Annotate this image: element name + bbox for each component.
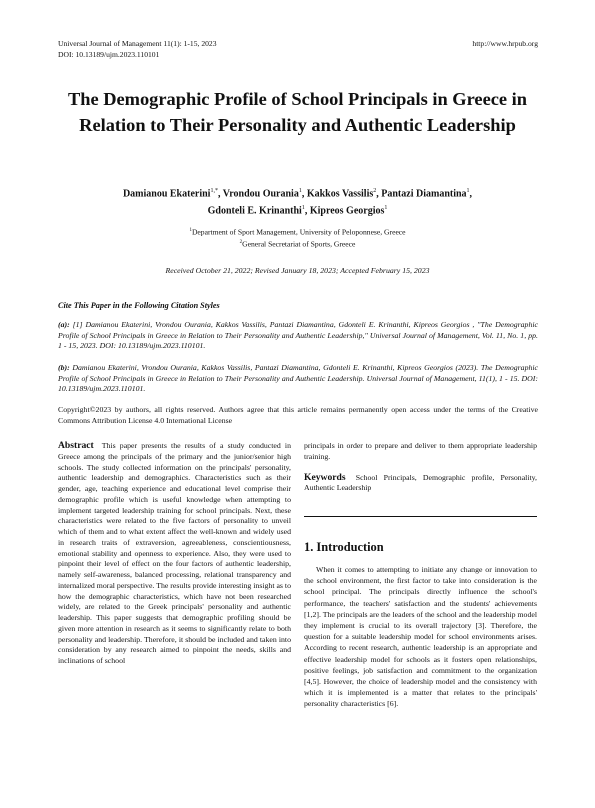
abstract-label: Abstract (58, 440, 94, 451)
affiliation-item (60, 238, 535, 250)
abstract (58, 441, 291, 667)
keywords-label: Keywords (304, 471, 346, 483)
introduction-text: When it comes to attempting to initiate any change or innovation to the school environment, the first factor to take into consideration is the school principal. The principals directly influence the school's performance, the teachers' satisfaction and the students' achievements [1,2]. The principals are the leaders of the school and the leadership model they implement is crucial to its overall trajectory [3]. Therefore, the question for a suitable leadership model for school environments arises. According to recent research, authentic leadership is an appropriate and effective leadership model for schools as it fosters open relationships, positive feelings, job satisfaction and commitment to the organization [4,5]. However, the choice of leadership model and the consistency with which it is implemented is a matter that relates to the principals' personality characteristics [6]. (304, 565, 537, 709)
keywords (304, 473, 537, 495)
citation-heading: Cite This Paper in the Following Citation Styles (58, 301, 220, 310)
affiliation-text: Department of Sport Management, University of Peloponnese, Greece (191, 227, 406, 237)
affiliations (60, 226, 535, 250)
journal-citation: Universal Journal of Management 11(1): 1-15, 2023 (58, 39, 217, 48)
paper-title: The Demographic Profile of School Principals in Greece in Relation to Their Personality and Authentic Leadership (67, 89, 528, 135)
copyright-notice: Copyright©2023 by authors, all rights reserved. Authors agree that this article remains permanently open access under the terms of the Creative Commons Attribution License 4.0 International License (58, 405, 538, 425)
author-name: Gdonteli E. Krinanthi (207, 205, 302, 217)
section-divider (304, 516, 537, 517)
author-name: Damianou Ekaterini (122, 188, 211, 200)
author-affil-mark: 1 (298, 188, 302, 194)
author-name: Kipreos Georgios (309, 205, 385, 217)
affiliation-number: 1 (189, 228, 192, 233)
running-header (58, 38, 217, 60)
author-affil-mark: 1,* (210, 188, 218, 194)
author-name: Vrondou Ourania (222, 188, 299, 200)
section-heading: 1. Introduction (304, 540, 384, 554)
author-name: Kakkos Vassilis (306, 188, 374, 200)
received-dates: Received October 21, 2022; Revised January 18, 2023; Accepted February 15, 2023 (165, 266, 430, 275)
citation-style-a (58, 320, 538, 352)
author-affil-mark: 1 (384, 205, 388, 212)
journal-url[interactable]: http://www.hrpub.org (472, 39, 538, 48)
affiliation-text: General Secretariat of Sports, Greece (242, 239, 356, 249)
keywords-text: School Principals, Demographic profile, Personality, Authentic Leadership (304, 472, 537, 493)
author-name: Pantazi Diamantina (381, 188, 467, 200)
abstract-continuation: principals in order to prepare and deliver to them appropriate leadership training. (304, 441, 537, 461)
author-affil-mark: 1 (301, 205, 305, 212)
right-column-top (304, 441, 537, 494)
citation-label: (b): (58, 363, 70, 372)
citation-text: Damianou Ekaterini, Vrondou Ourania, Kakkos Vassilis, Pantazi Diamantina, Gdonteli E. Krinanthi, Kipreos Georgios (2023). The Demographic Profile of School Principals in Greece in Relation to Their Personality and Authentic Leadership. Universal Journal of Management, 11(1), 1 - 15. DOI: 10.13189/ujm.2023.110101. (58, 363, 538, 394)
author-affil-mark: 2 (373, 188, 377, 194)
citation-label: (a): (58, 320, 70, 329)
author-list: Damianou Ekaterini$^{1,*}$, Vrondou Ourania$^1$, Kakkos Vassilis$^2$, Pantazi Diamantina$^1$, Gdonteli E. Krinanthi$^1$, Kipreos Georgios$^1$ (122, 188, 473, 217)
citation-style-b (58, 363, 538, 395)
citation-text: [1] Damianou Ekaterini, Vrondou Ourania, Kakkos Vassilis, Pantazi Diamantina, Gdonteli E. Krinanthi, Kipreos Georgios , "The Demographic Profile of School Principals in Greece in Relation to Their Personality and Authentic Leadership," Universal Journal of Management, Vol. 11, No. 1, pp. 1 - 15, 2023. DOI: 10.13189/ujm.2023.110101. (58, 320, 538, 351)
affiliation-item (60, 226, 535, 238)
affiliation-number: 2 (239, 240, 243, 246)
author-affil-mark: 1 (466, 188, 470, 194)
doi-text: DOI: 10.13189/ujm.2023.110101 (58, 50, 160, 59)
abstract-text: This paper presents the results of a study conducted in Greece among the principals of the primary and the junior/senior high schools. The study collected information on the principals' personality, authentic leadership and demographics. Characteristics such as their gender, age, teaching experience and educational level comprise their demographic profile which is useful knowledge when attempting to implement targeted leadership training for school principals. Next, these characteristics were related to the five factors of personality to unveil which of them and to what extent affect the well-known and widely used in research traits of extraversion, agreeableness, conscientiousness, emotional stability and openness to experience. Also, they were used to pinpoint their level of effect on the four factors of authentic leadership, namely self-awareness, balanced processing, relational transparency and internalized moral perspective. The results provide interesting insight as to how the demographic characteristics, which have not been researched widely, are related to the Greek principals' personality and authentic leadership. This paper suggests that demographic profiling should be given more attention in research as it seems to significantly relate to both personality and leadership. Therefore, it should be included and taken into consideration by any research aimed to pinpoint the needs, skills and inclinations of school (58, 441, 291, 665)
